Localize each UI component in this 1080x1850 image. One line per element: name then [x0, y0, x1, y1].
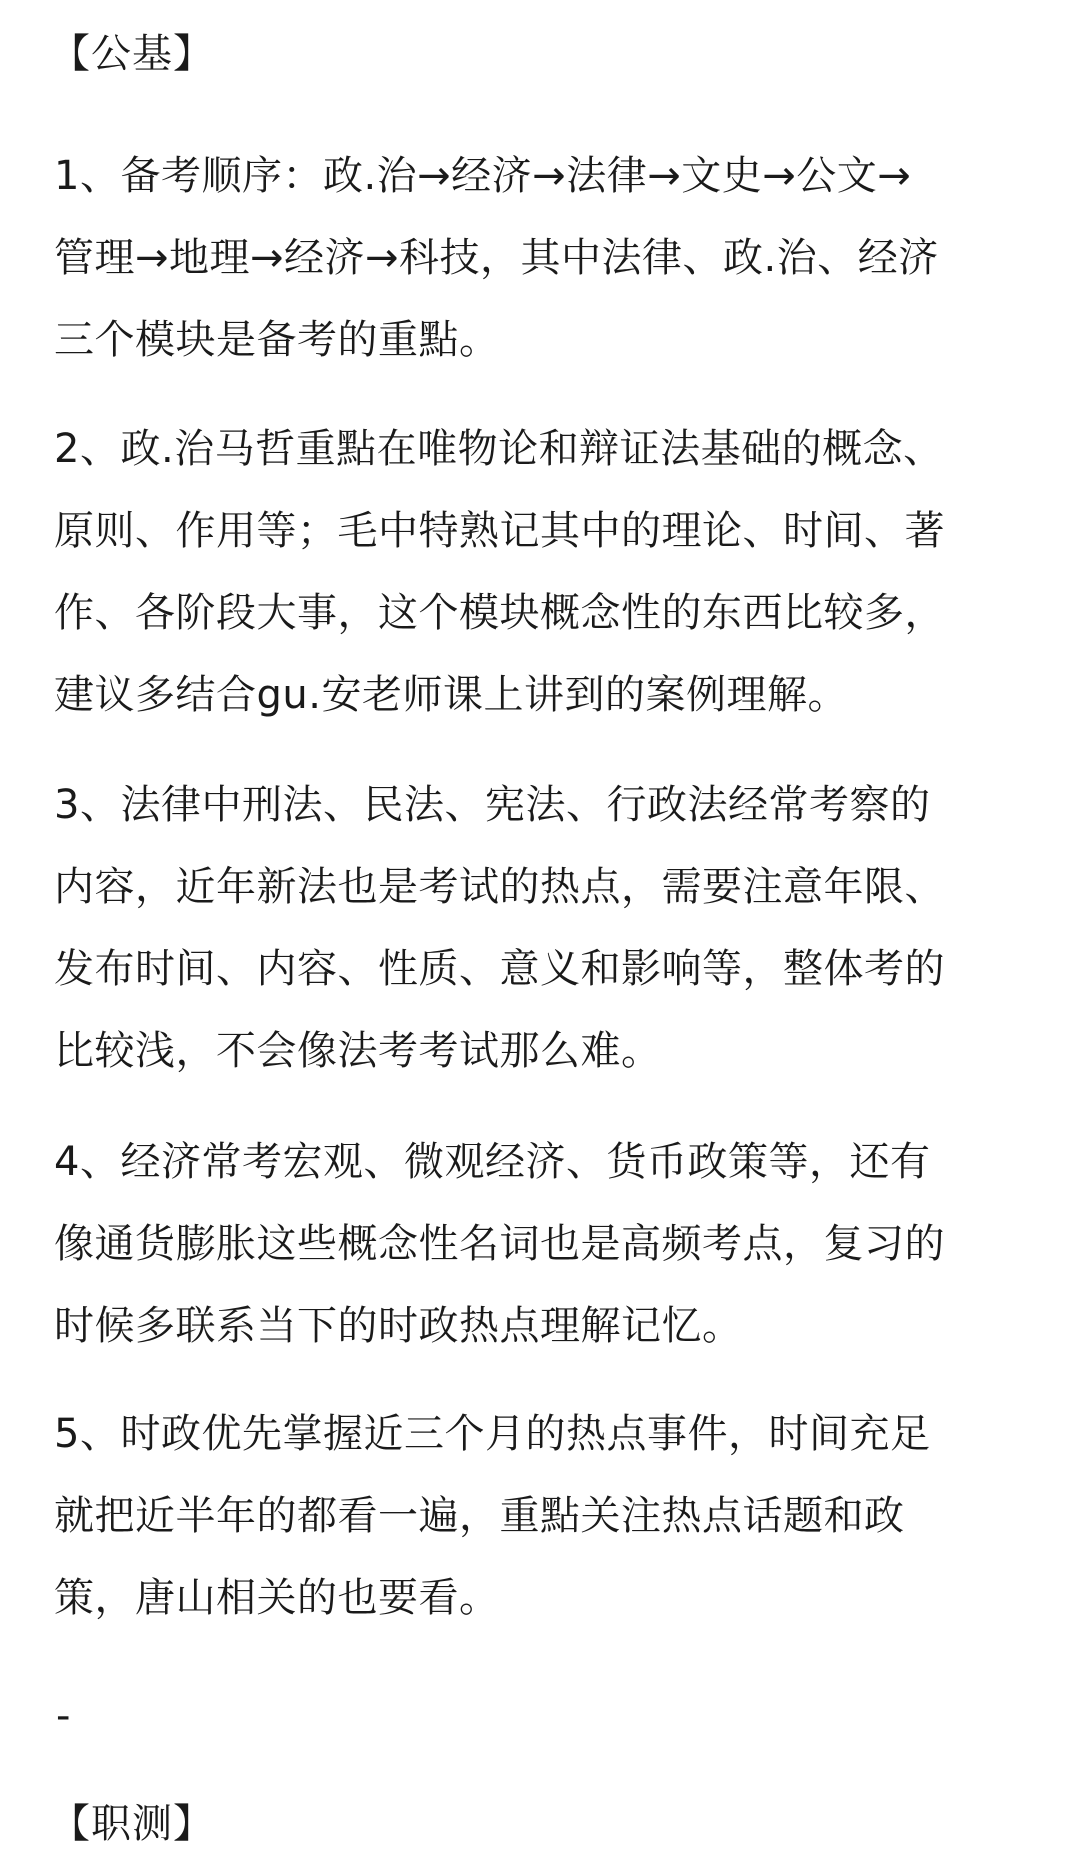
section-title-zhice: 【职测】 — [50, 1801, 214, 1847]
paragraph-line: 1、备考顺序：政.治→经济→法律→文史→公文→ — [54, 153, 912, 199]
paragraph-line: 原则、作用等；毛中特熟记其中的理论、时间、著 — [54, 508, 945, 554]
paragraph-line: 3、法律中刑法、民法、宪法、行政法经常考察的 — [54, 782, 931, 828]
paragraph-2 — [54, 408, 1044, 736]
paragraph-line: 时候多联系当下的时政热点理解记忆。 — [54, 1303, 743, 1349]
paragraph-line: 管理→地理→经济→科技，其中法律、政.治、经济 — [54, 235, 939, 281]
paragraph-line: 内容，近年新法也是考试的热点，需要注意年限、 — [54, 864, 945, 910]
paragraph-5 — [54, 1393, 1044, 1639]
paragraph-line: 比较浅，不会像法考考试那么难。 — [54, 1028, 662, 1074]
paragraph-line: 发布时间、内容、性质、意义和影响等，整体考的 — [54, 946, 945, 992]
paragraph-line: 建议多结合gu.安老师课上讲到的案例理解。 — [54, 672, 848, 718]
paragraph-1 — [54, 135, 1044, 381]
paragraph-4 — [54, 1121, 1044, 1367]
section-title-gongji: 【公基】 — [50, 31, 214, 77]
paragraph-line: 三个模块是备考的重點。 — [54, 317, 500, 363]
paragraph-line: 5、时政优先掌握近三个月的热点事件，时间充足 — [54, 1411, 931, 1457]
paragraph-line: 2、政.治马哲重點在唯物论和辩证法基础的概念、 — [54, 426, 944, 472]
separator-dash: - — [56, 1693, 71, 1739]
paragraph-3 — [54, 764, 1044, 1092]
paragraph-line: 策，唐山相关的也要看。 — [54, 1575, 500, 1621]
paragraph-line: 4、经济常考宏观、微观经济、货币政策等，还有 — [54, 1139, 931, 1185]
paragraph-line: 就把近半年的都看一遍，重點关注热点话题和政 — [54, 1493, 905, 1539]
paragraph-line: 作、各阶段大事，这个模块概念性的东西比较多， — [54, 590, 945, 636]
paragraph-line: 像通货膨胀这些概念性名词也是高频考点，复习的 — [54, 1221, 945, 1267]
